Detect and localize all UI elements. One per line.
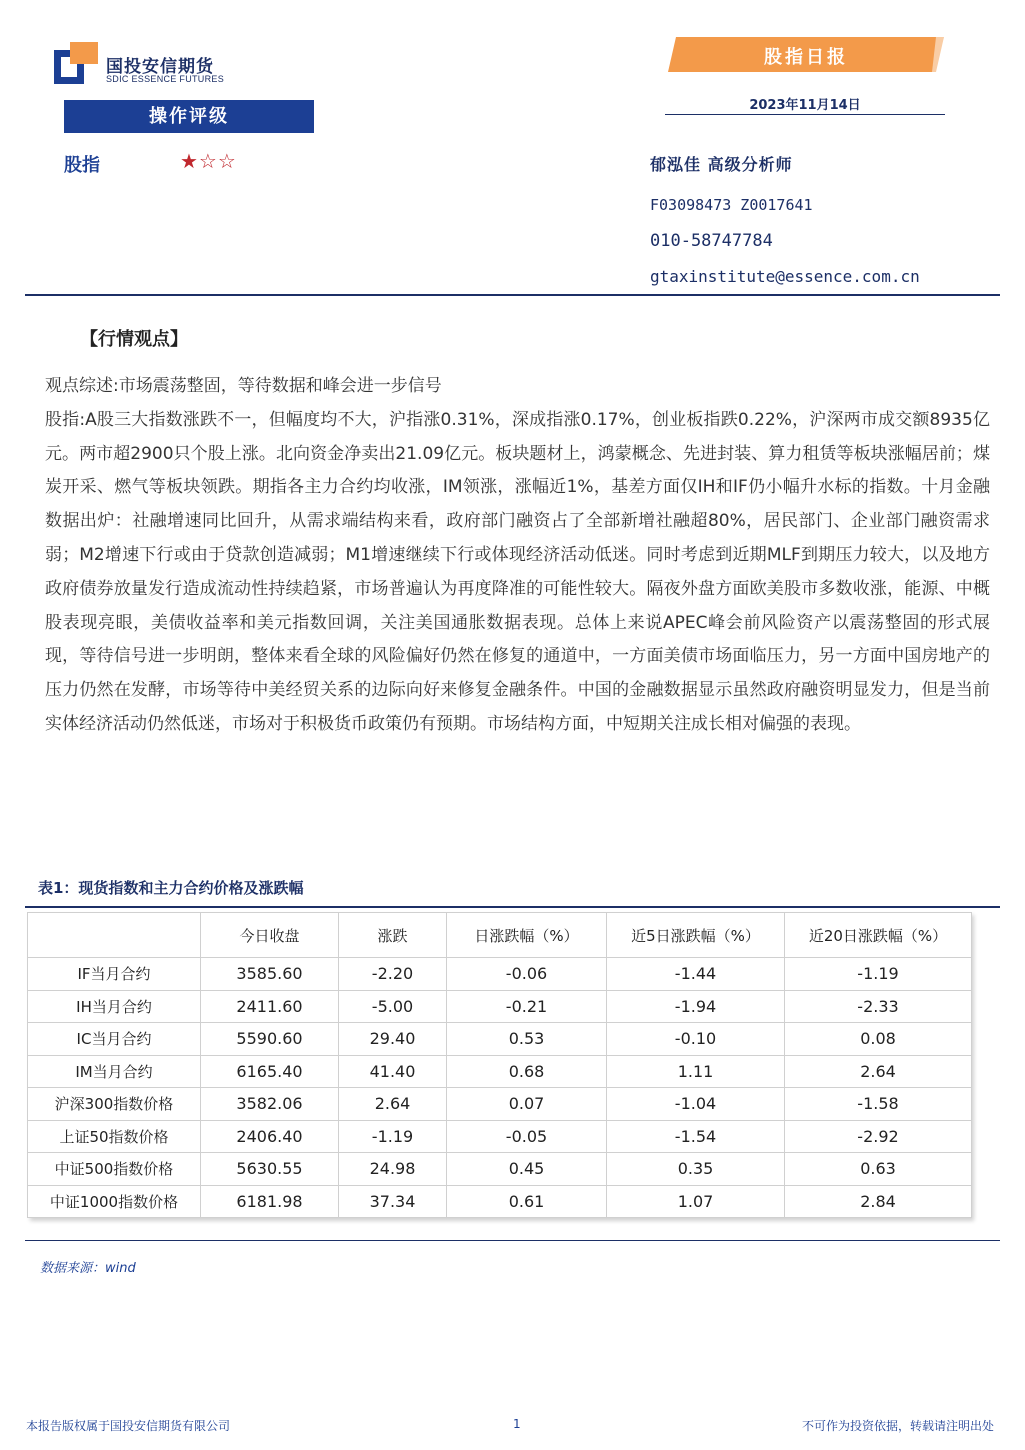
row-label: 沪深300指数价格 — [28, 1088, 201, 1121]
table-cell: 0.68 — [447, 1055, 607, 1088]
analyst-email[interactable]: gtaxinstitute@essence.com.cn — [650, 267, 920, 286]
data-source: 数据来源：wind — [40, 1261, 136, 1276]
header-cell: 今日收盘 — [201, 913, 339, 958]
table-row — [28, 1055, 972, 1088]
table-row — [28, 1120, 972, 1153]
report-type: 股指日报 — [764, 47, 848, 68]
header-cell: 涨跌 — [339, 913, 447, 958]
analyst-name: 郁泓佳 高级分析师 — [650, 155, 793, 174]
table-cell: 0.08 — [785, 1023, 972, 1056]
table-cell: -1.58 — [785, 1088, 972, 1121]
table-cell: 5630.55 — [201, 1153, 339, 1186]
row-label: 中证500指数价格 — [28, 1153, 201, 1186]
table-cell: 2.64 — [785, 1055, 972, 1088]
table-cell: 0.53 — [447, 1023, 607, 1056]
table-cell: 6165.40 — [201, 1055, 339, 1088]
table-cell: -5.00 — [339, 990, 447, 1023]
row-label: IC当月合约 — [28, 1023, 201, 1056]
company-name-en: SDIC ESSENCE FUTURES — [106, 74, 225, 84]
table-cell: 0.63 — [785, 1153, 972, 1186]
page-number: 1 — [513, 1417, 521, 1431]
table-cell: 6181.98 — [201, 1185, 339, 1218]
table-cell: -1.04 — [607, 1088, 785, 1121]
table-row — [28, 958, 972, 991]
date-divider — [665, 114, 945, 115]
table-cell: -1.44 — [607, 958, 785, 991]
table-cell: -1.94 — [607, 990, 785, 1023]
table-cell: -2.92 — [785, 1120, 972, 1153]
table-cell: 0.35 — [607, 1153, 785, 1186]
table-bottom-divider — [25, 1240, 1000, 1241]
price-table — [27, 912, 971, 1218]
table-cell: 0.45 — [447, 1153, 607, 1186]
rating-label: 股指 — [64, 155, 100, 176]
header-cell — [28, 913, 201, 958]
table-header-row — [28, 913, 972, 958]
report-date: 2023年11月14日 — [749, 98, 861, 113]
table-divider — [25, 906, 1000, 908]
rating-bar: 操作评级 — [64, 100, 314, 133]
table-cell: -0.10 — [607, 1023, 785, 1056]
company-name-cn: 国投安信期货 — [106, 57, 214, 77]
table-cell: -2.20 — [339, 958, 447, 991]
table-cell: 5590.60 — [201, 1023, 339, 1056]
table-cell: 2411.60 — [201, 990, 339, 1023]
row-label: 中证1000指数价格 — [28, 1185, 201, 1218]
table-cell: 41.40 — [339, 1055, 447, 1088]
table-cell: 0.61 — [447, 1185, 607, 1218]
table-cell: 0.07 — [447, 1088, 607, 1121]
table-cell: 1.11 — [607, 1055, 785, 1088]
table-row — [28, 1023, 972, 1056]
table-cell: 29.40 — [339, 1023, 447, 1056]
header-cell: 近20日涨跌幅（%） — [785, 913, 972, 958]
table-cell: 2.84 — [785, 1185, 972, 1218]
company-logo-icon — [54, 42, 98, 84]
detail-paragraph: 股指:A股三大指数涨跌不一，但幅度均不大，沪指涨0.31%，深成指涨0.17%，创业板指跌0.22%，沪深两市成交额8935亿元。两市超2900只个股上涨。北向资金净卖出21.09亿元。板块题材上，鸿蒙概念、先进封装、算力租赁等板块涨幅居前；煤炭开采、燃气等板块领跌。期指各主力合约均收涨，IM领涨，涨幅近1%，基差方面仅IH和IF仍小幅升水标的指数。十月金融数据出炉：社融增速同比回升，从需求端结构来看，政府部门融资占了全部新增社融超80%，居民部门、企业部门融资需求弱；M2增速下行或由于贷款创造减弱；M1增速继续下行或体现经济活动低迷。同时考虑到近期MLF到期压力较大，以及地方政府债券放量发行造成流动性持续趋紧，市场普遍认为再度降准的可能性较大。隔夜外盘方面欧美股市多数收涨，能源、中概股表现亮眼，美债收益率和美元指数回调，关注美国通胀数据表现。总体上来说APEC峰会前风险资产以震荡整固的形式展现，等待信号进一步明朗，整体来看全球的风险偏好仍然在修复的通道中，一方面美债市场面临压力，另一方面中国房地产的压力仍然在发酵，市场等待中美经贸关系的边际向好来修复金融条件。中国的金融数据显示虽然政府融资明显发力，但是当前实体经济活动仍然低迷，市场对于积极货币政策仍有预期。市场结构方面，中短期关注成长相对偏强的表现。 — [45, 409, 990, 734]
table-cell: -1.19 — [785, 958, 972, 991]
footer-disclaimer: 不可作为投资依据，转载请注明出处 — [801, 1419, 994, 1433]
section-title: 【行情观点】 — [80, 329, 188, 350]
table-row — [28, 1088, 972, 1121]
table-cell: 2406.40 — [201, 1120, 339, 1153]
company-logo — [54, 42, 254, 90]
row-label: IH当月合约 — [28, 990, 201, 1023]
table-title: 表1：现货指数和主力合约价格及涨跌幅 — [38, 879, 304, 897]
summary-paragraph: 观点综述:市场震荡整固，等待数据和峰会进一步信号 — [45, 376, 442, 396]
table-row — [28, 990, 972, 1023]
analyst-cert: F03098473 Z0017641 — [650, 196, 813, 214]
table-row — [28, 1153, 972, 1186]
table-cell: 3585.60 — [201, 958, 339, 991]
header-cell: 日涨跌幅（%） — [447, 913, 607, 958]
rating-stars: ★☆☆ — [180, 149, 237, 173]
table-cell: 2.64 — [339, 1088, 447, 1121]
table-cell: 37.34 — [339, 1185, 447, 1218]
table-cell: 24.98 — [339, 1153, 447, 1186]
table-cell: -0.06 — [447, 958, 607, 991]
table-cell: -2.33 — [785, 990, 972, 1023]
table-row — [28, 1185, 972, 1218]
row-label: IM当月合约 — [28, 1055, 201, 1088]
market-view — [45, 370, 990, 742]
table-cell: -1.54 — [607, 1120, 785, 1153]
header-cell: 近5日涨跌幅（%） — [607, 913, 785, 958]
table-cell: -0.21 — [447, 990, 607, 1023]
table-cell: 3582.06 — [201, 1088, 339, 1121]
analyst-phone: 010-58747784 — [650, 231, 773, 251]
table-cell: -0.05 — [447, 1120, 607, 1153]
report-type-banner — [668, 37, 944, 72]
footer-copyright: 本报告版权属于国投安信期货有限公司 — [26, 1419, 231, 1433]
row-label: 上证50指数价格 — [28, 1120, 201, 1153]
table-cell: -1.19 — [339, 1120, 447, 1153]
header-divider — [25, 294, 1000, 296]
row-label: IF当月合约 — [28, 958, 201, 991]
table-cell: 1.07 — [607, 1185, 785, 1218]
